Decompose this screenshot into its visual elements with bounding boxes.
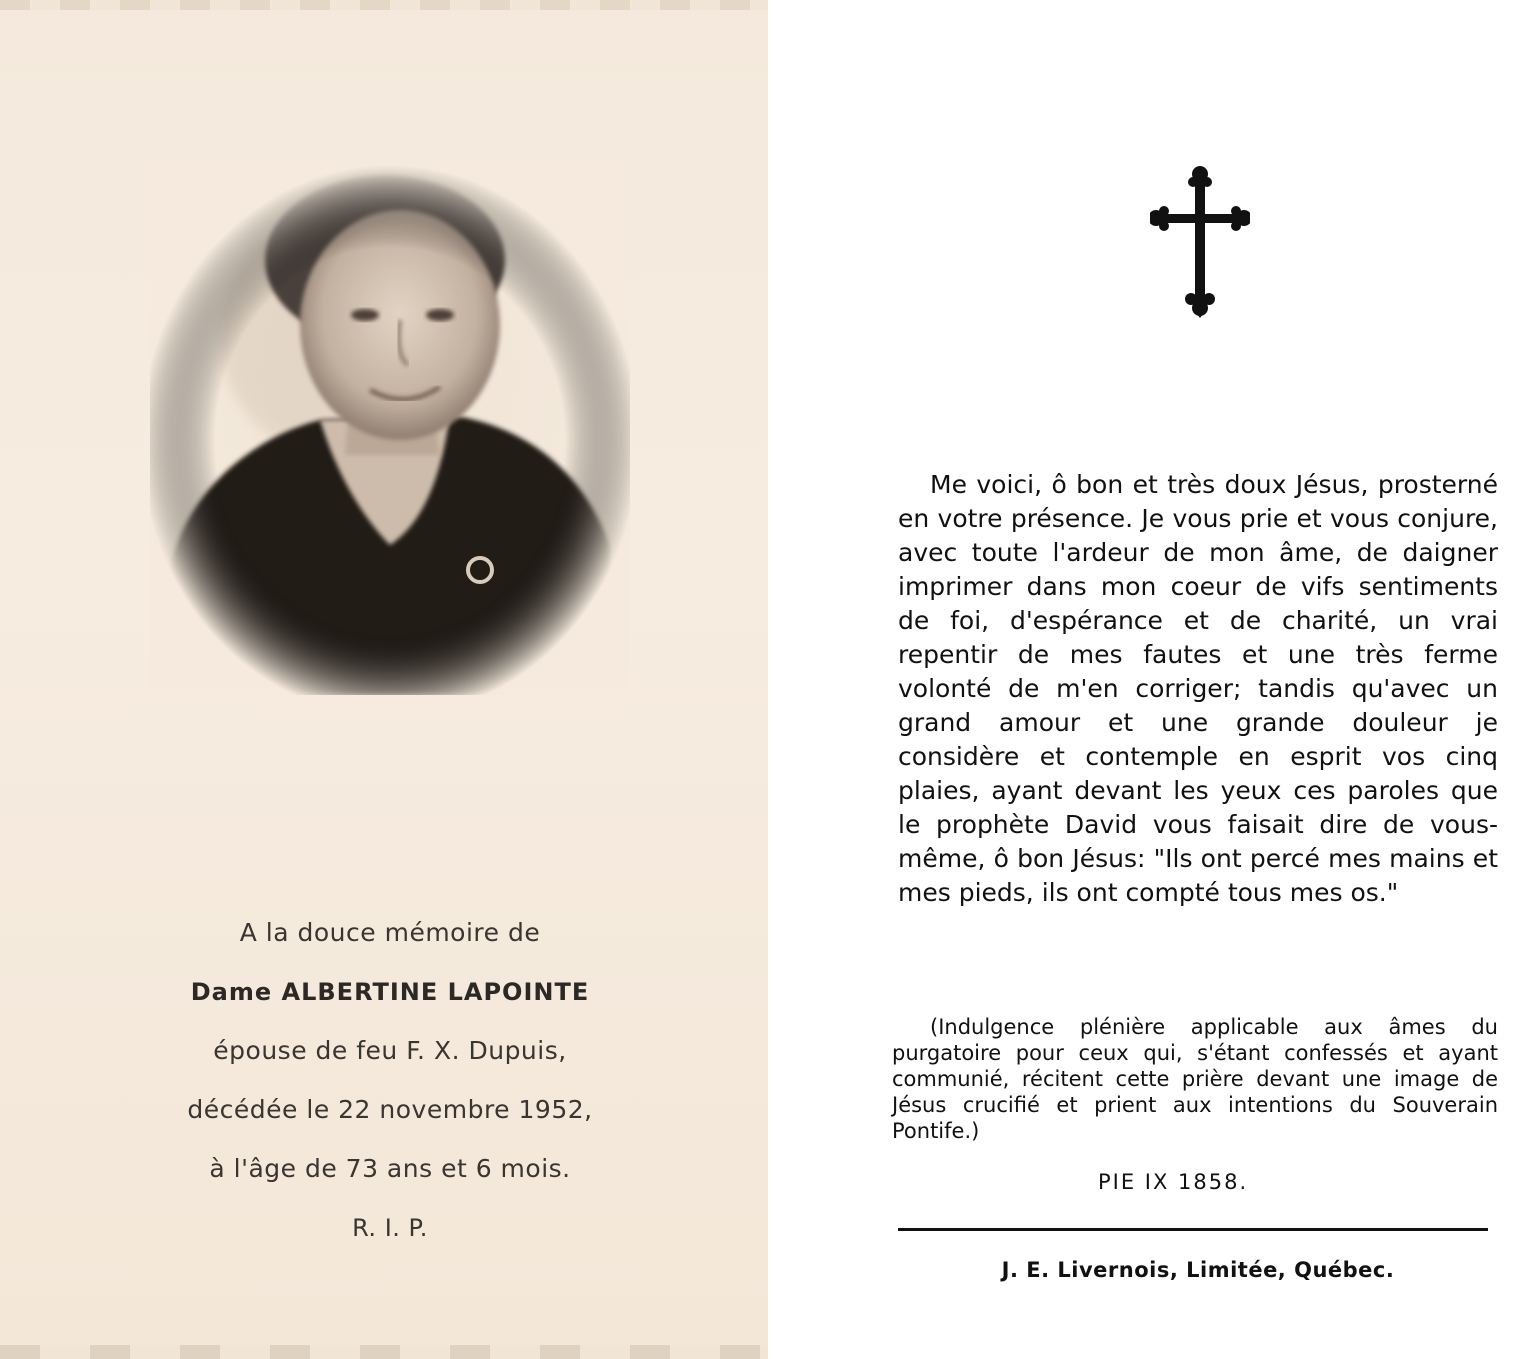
indulgence-note: (Indulgence plénière applicable aux âmes du purgatoire pour ceux qui, s'étant confessés et ayant communié, récitent cette prière devant une image de Jésus crucifié et prient aux intentions du Souverain Pontife.) <box>892 1015 1498 1143</box>
divider-rule <box>898 1228 1488 1231</box>
memorial-intro: A la douce mémoire de <box>239 918 541 947</box>
memorial-inscription <box>120 918 660 1243</box>
age-line: à l'âge de 73 ans et 6 mois. <box>209 1154 571 1183</box>
death-date-line: décédée le 22 novembre 1952, <box>187 1095 593 1124</box>
card-edge-bottom <box>0 1345 768 1359</box>
rip-line: R. I. P. <box>352 1214 428 1242</box>
card-edge-top <box>0 0 768 10</box>
portrait-photo <box>150 165 630 695</box>
cross-icon <box>1150 160 1250 320</box>
spouse-line: épouse de feu F. X. Dupuis, <box>213 1036 567 1065</box>
deceased-name: Dame ALBERTINE LAPOINTE <box>190 978 590 1006</box>
prayer-attribution: PIE IX 1858. <box>1098 1170 1249 1194</box>
prayer-text: Me voici, ô bon et très doux Jésus, prosterné en votre présence. Je vous prie et vous conjure, avec toute l'ardeur de mon âme, de daigner imprimer dans mon coeur de vifs sentiments de foi, d'espérance et de charité, un vrai repentir de mes fautes et une très ferme volonté de m'en corriger; tandis qu'avec un grand amour et une grande douleur je considère et contemple en esprit vos cinq plaies, ayant devant les yeux ces paroles que le prophète David vous faisait dire de vous-même, ô bon Jésus: "Ils ont percé mes mains et mes pieds, ils ont compté tous mes os." <box>898 470 1498 907</box>
memorial-card-back <box>768 0 1538 1359</box>
memorial-card-front <box>0 0 768 1359</box>
printer-credit: J. E. Livernois, Limitée, Québec. <box>1001 1258 1395 1282</box>
